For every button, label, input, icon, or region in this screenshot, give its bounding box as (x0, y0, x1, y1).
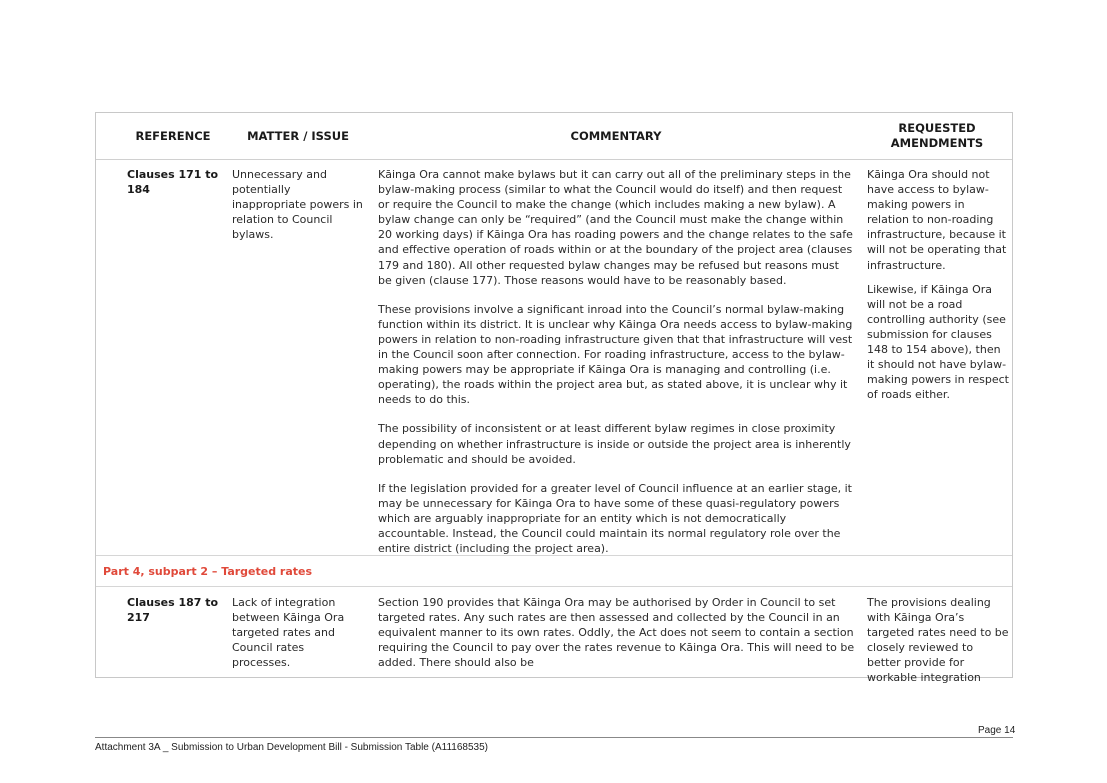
section-title: Part 4, subpart 2 – Targeted rates (103, 565, 313, 578)
page-number: Page 14 (978, 725, 1016, 736)
header-reference: REFERENCE (135, 129, 211, 143)
header-commentary: COMMENTARY (570, 129, 662, 143)
row1-amendments-para2: Likewise, if Kāinga Ora will not be a road controlling authority (see submission for clauses 148 to 154 above), then it should not have bylaw-making powers in respect of roads either. (867, 282, 1009, 402)
row2-amendments: The provisions dealing with Kāinga Ora’s targeted rates need to be closely reviewed to better provide for workable integration (867, 596, 1009, 685)
footer-document-title: Attachment 3A _ Submission to Urban Development Bill - Submission Table (A11168535) (95, 742, 488, 753)
row-divider (96, 586, 1012, 587)
row2-commentary: Section 190 provides that Kāinga Ora may be authorised by Order in Council to set targeted rates. Any such rates are then assessed and collected by the Council in an equivalent manner to its own rates. Oddly, the Act does not seem to contain a section requiring the Council to pay over the rates revenue to Kāinga Ora. This will need to be added. There should also be (378, 596, 855, 670)
row1-reference (127, 167, 227, 197)
row1-reference-line1: Clauses 171 to (127, 168, 219, 181)
row2-reference-line2: 217 (127, 611, 150, 625)
header-amendments-line1: REQUESTED (898, 121, 976, 135)
row1-reference-line2: 184 (127, 183, 150, 197)
table-header (96, 113, 1012, 160)
row2-reference-line1: Clauses 187 to (127, 596, 219, 609)
header-amendments-line2: AMENDMENTS (890, 136, 984, 150)
submission-table (95, 112, 1013, 685)
row1-amendments-para1: Kāinga Ora should not have access to bylaw-making powers in relation to non-roading infrastructure, because it will not be operating that infrastructure. (867, 168, 1007, 272)
row-divider (96, 555, 1012, 556)
row1-commentary-para2: These provisions involve a significant inroad into the Council’s normal bylaw-making function within its district. It is unclear why Kāinga Ora needs access to bylaw-making powers in relation to non-roading infrastructure given that that infrastructure will vest in the Council soon after connection. For roading infrastructure, access to the bylaw-making powers may be appropriate if Kāinga Ora is managing and controlling (i.e. operating), the roads within the project area but, as stated above, it is unclear why it needs to do this. (378, 302, 853, 407)
row1-commentary-para3: The possibility of inconsistent or at least different bylaw regimes in close proximity depending on whether infrastructure is inside or outside the project area is inherently problematic and should be avoided. (378, 422, 851, 466)
row1-matter: Unnecessary and potentially inappropriate powers in relation to Council bylaws. (232, 168, 363, 242)
row1-commentary (378, 167, 856, 556)
header-matter: MATTER / ISSUE (247, 129, 349, 143)
header-amendments (864, 121, 1010, 151)
row1-commentary-para4: If the legislation provided for a greater level of Council influence at an earlier stage, it may be unnecessary for Kāinga Ora to have some of these quasi-regulatory powers which are arguably inappropriate for an entity which is not democratically accountable. Instead, the Council could maintain its normal regulatory role over the entire district (including the project area). (378, 481, 852, 556)
row2-reference (127, 595, 227, 625)
row1-amendments (867, 167, 1009, 402)
row2-matter: Lack of integration between Kāinga Ora targeted rates and Council rates processes. (232, 596, 345, 670)
row1-commentary-para1: Kāinga Ora cannot make bylaws but it can carry out all of the preliminary steps in the bylaw-making process (similar to what the Council would do itself) and then request or require the Council to make the change (which includes making a new bylaw). A bylaw change can only be “required” (and the Council must make the change within 20 working days) if Kāinga Ora has roading powers and the change relates to the safe and effective operation of roads within or at the boundary of the project area (clauses 179 and 180). All other requested bylaw changes may be refused but reasons must be given (clause 177). Those reasons would have to be reasonably based. (378, 168, 853, 287)
footer-divider (95, 737, 1013, 738)
